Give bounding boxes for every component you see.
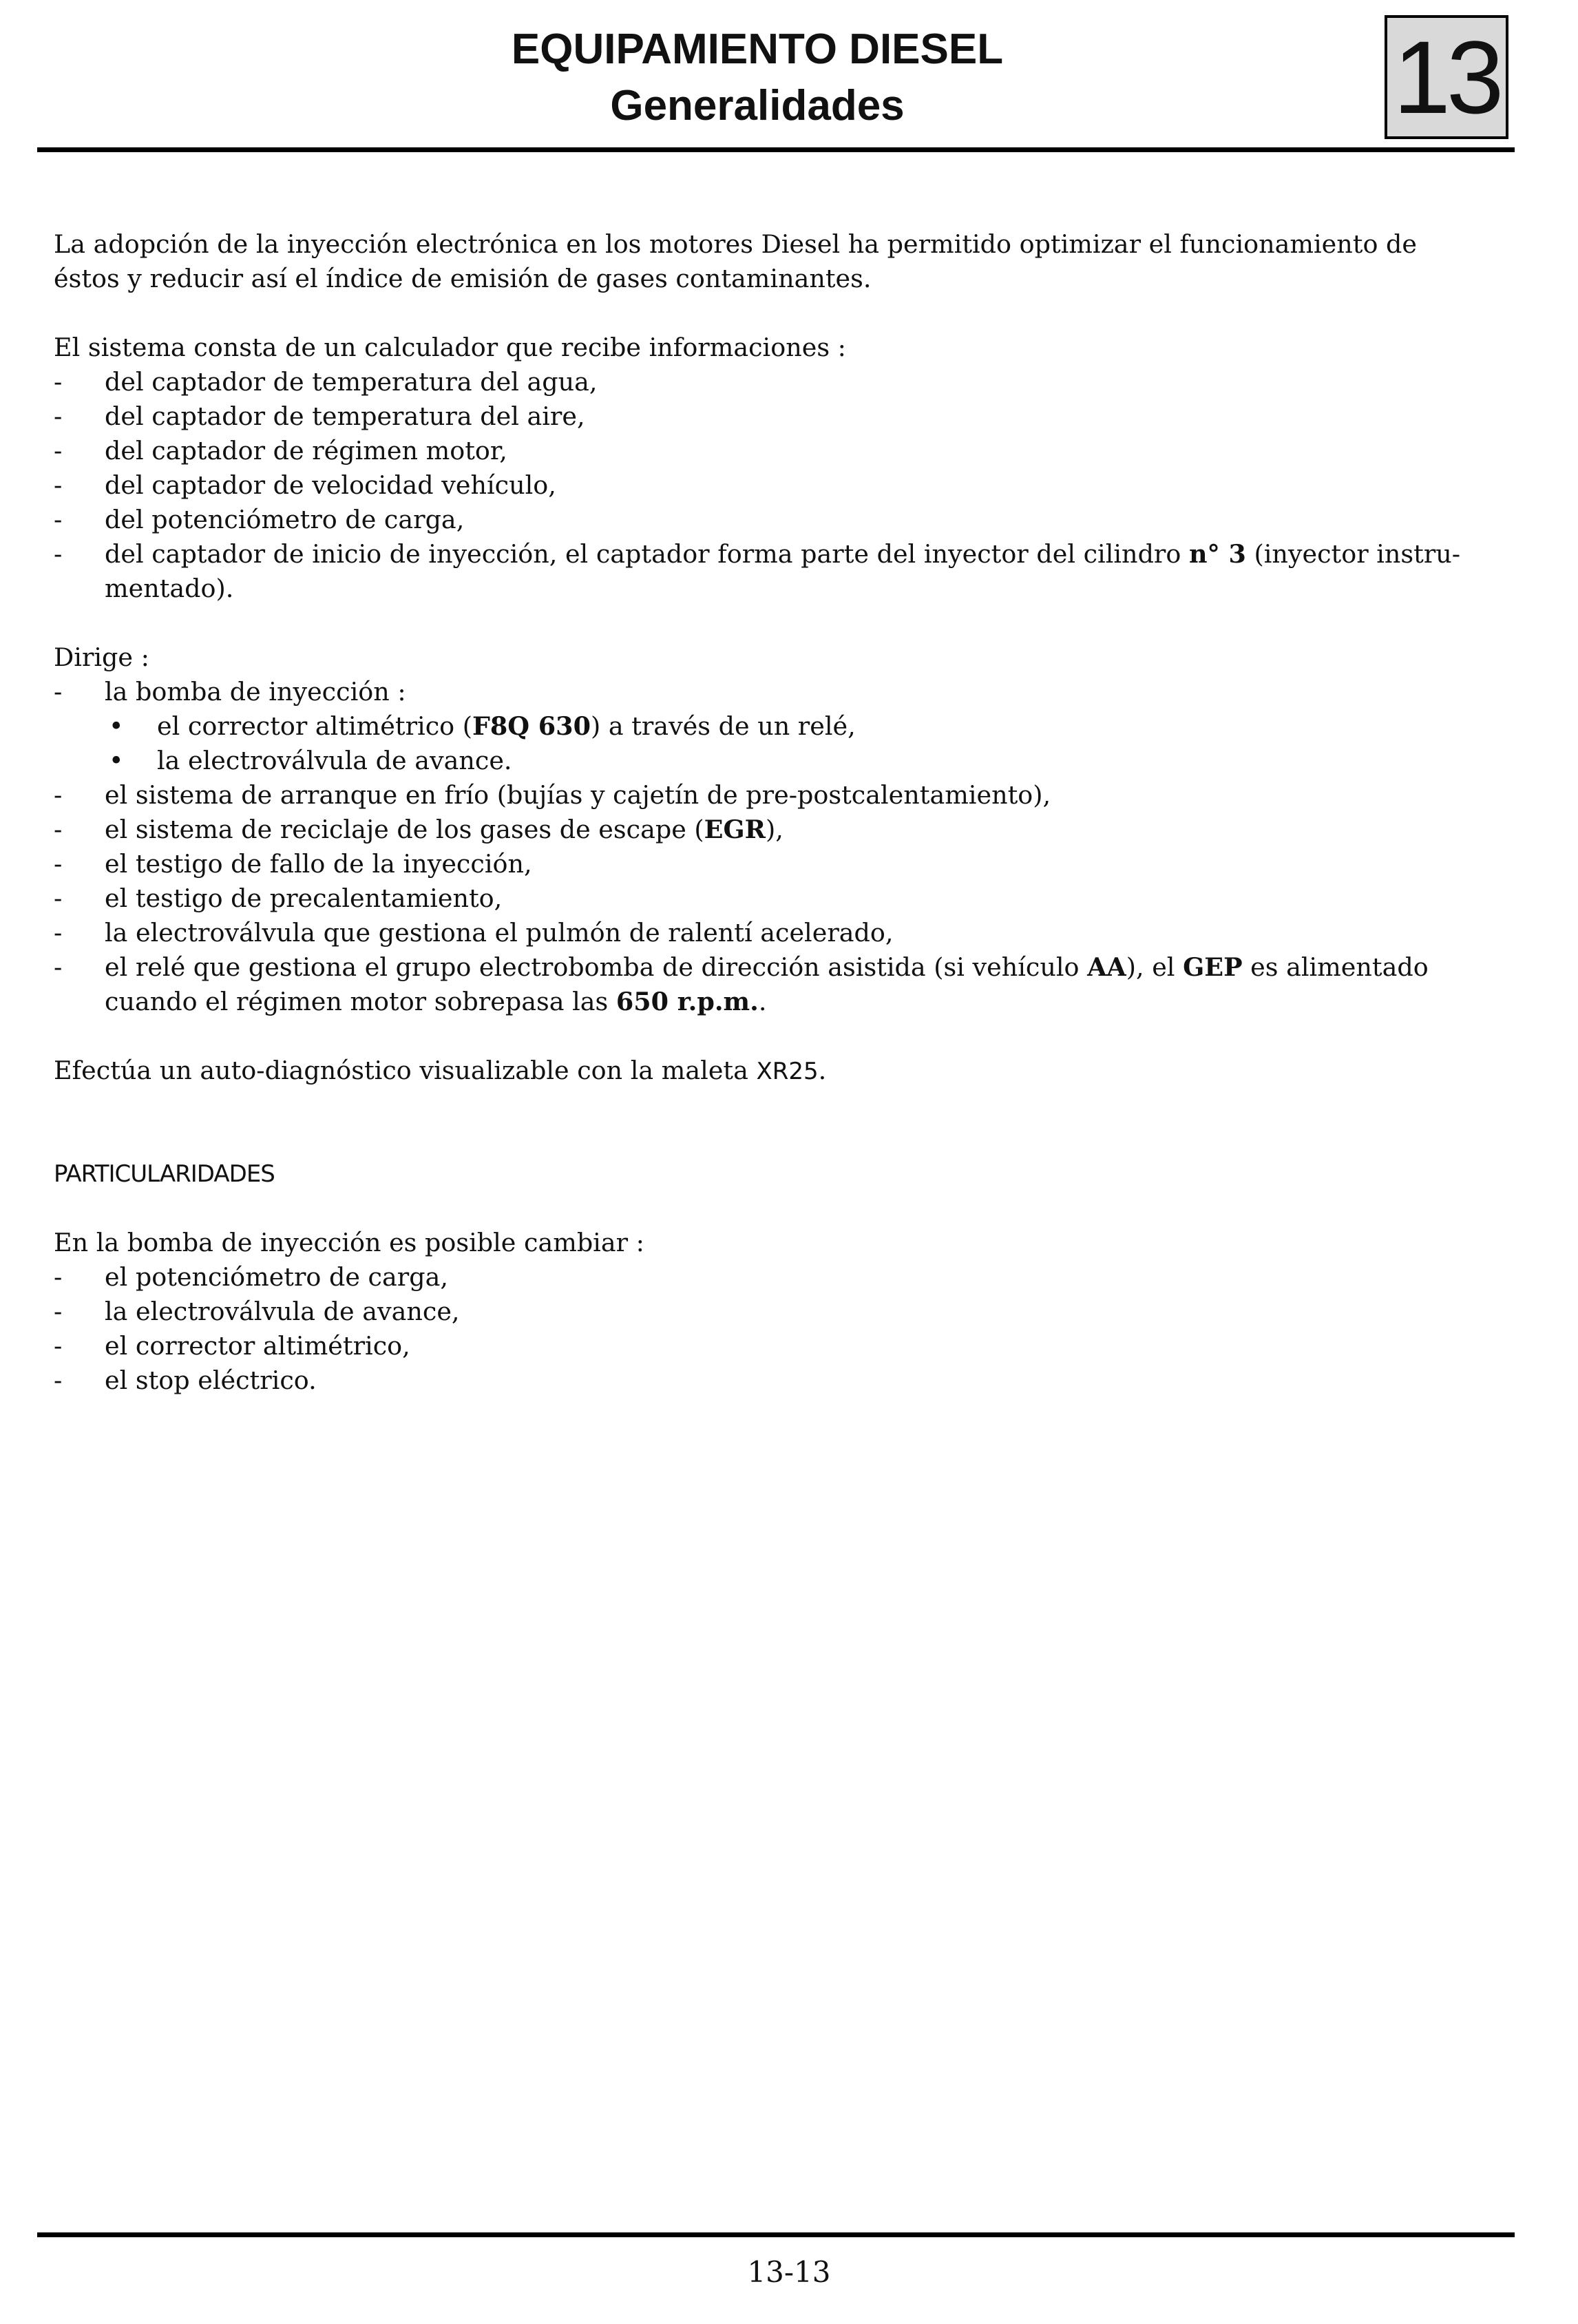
- paragraph-line: El sistema consta de un calculador que recibe informaciones :: [54, 333, 846, 362]
- paragraph-line: Efectúa un auto-diagnóstico visualizable con la maleta XR25.: [54, 1056, 827, 1085]
- paragraph-line: éstos y reducir así el índice de emisión de gases contaminantes.: [54, 264, 872, 293]
- list-item-continuation: cuando el régimen motor sobrepasa las 650 r.p.m..: [105, 987, 767, 1016]
- header-rule: [37, 147, 1515, 152]
- list-item: - el sistema de arranque en frío (bujías y cajetín de pre-postcalentamiento),: [54, 780, 1051, 810]
- list-item: - el sistema de reciclaje de los gases de escape (EGR),: [54, 815, 783, 844]
- list-item: - el corrector altimétrico,: [54, 1331, 410, 1361]
- section-heading: PARTICULARIDADES: [54, 1160, 275, 1188]
- page-subtitle: Generalidades: [610, 82, 905, 129]
- list-item: - del captador de temperatura del aire,: [54, 401, 585, 431]
- list-item: - del captador de temperatura del agua,: [54, 367, 598, 397]
- list-item: - el testigo de fallo de la inyección,: [54, 849, 532, 879]
- list-item: - el potenciómetro de carga,: [54, 1262, 448, 1292]
- list-item-continuation: mentado).: [105, 574, 234, 603]
- paragraph-line: Dirige :: [54, 642, 149, 672]
- footer-rule: [37, 2232, 1515, 2237]
- paragraph-line: En la bomba de inyección es posible cambiar :: [54, 1228, 644, 1257]
- list-item: - del potenciómetro de carga,: [54, 505, 465, 534]
- chapter-number-box: 13: [1385, 15, 1508, 139]
- page-number: 13-13: [747, 2255, 831, 2289]
- list-item: - el stop eléctrico.: [54, 1365, 317, 1395]
- page-title: EQUIPAMIENTO DIESEL: [511, 25, 1004, 73]
- sub-list-item: • el corrector altimétrico (F8Q 630) a través de un relé,: [109, 711, 856, 741]
- document-body: [54, 227, 1486, 1398]
- list-item: - del captador de inicio de inyección, el captador forma parte del inyector del cilindro n° 3 (inyector instru-: [54, 539, 1461, 569]
- paragraph-line: La adopción de la inyección electrónica en los motores Diesel ha permitido optimizar el funcionamiento de: [54, 229, 1417, 259]
- list-item: - la electroválvula que gestiona el pulmón de ralentí acelerado,: [54, 918, 894, 948]
- list-item: - la electroválvula de avance,: [54, 1297, 460, 1326]
- list-item: - el relé que gestiona el grupo electrobomba de dirección asistida (si vehículo AA), el GEP es alimentado: [54, 952, 1429, 982]
- list-item: - el testigo de precalentamiento,: [54, 883, 503, 913]
- list-item: - del captador de velocidad vehículo,: [54, 470, 556, 500]
- list-item: - la bomba de inyección :: [54, 677, 406, 706]
- sub-list-item: • la electroválvula de avance.: [109, 746, 512, 775]
- list-item: - del captador de régimen motor,: [54, 436, 507, 465]
